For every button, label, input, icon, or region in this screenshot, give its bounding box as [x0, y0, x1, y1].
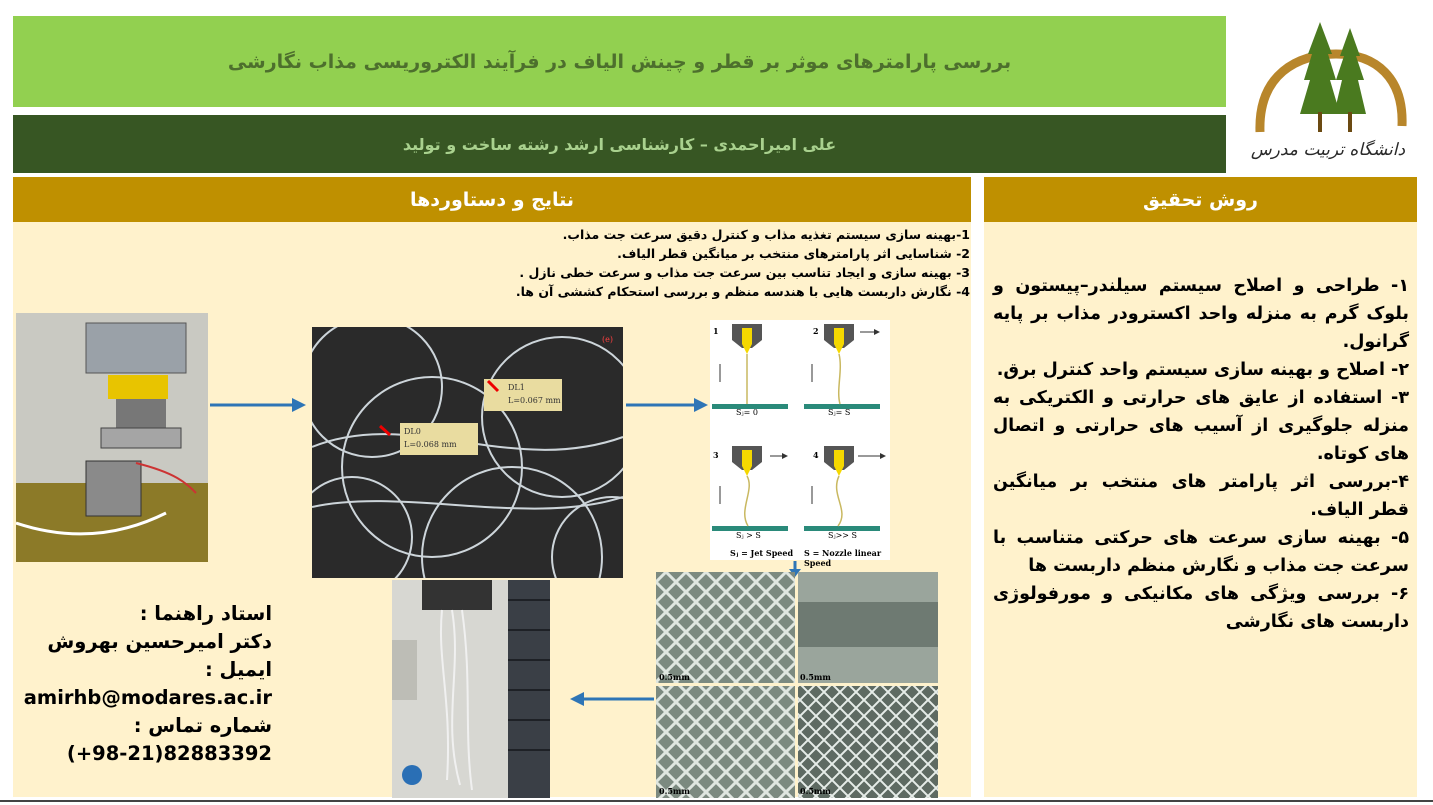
results-item: 2- شناسایی اثر پارامترهای منتخب بر میانگین قطر الیاف. [617, 246, 970, 261]
micrograph-panel-tag: (e) [602, 335, 613, 344]
logo-text: دانشگاه تربیت مدرس [1250, 140, 1406, 160]
advisor-info [10, 600, 272, 768]
author-line: علی امیراحمدی – کارشناسی ارشد رشته ساخت و تولید [402, 134, 837, 154]
bottom-divider [0, 800, 1433, 802]
scaffold-grid [656, 572, 938, 798]
dl1-label: DL1 [508, 383, 525, 392]
email-label: ایمیل : [204, 658, 272, 681]
advisor-phone: (+98-21)82883392 [66, 742, 272, 765]
results-item: 1-بهینه سازی سیستم تغذیه مذاب و کنترل دقیق سرعت جت مذاب. [562, 227, 970, 242]
schematic-condition: Sⱼ>> S [828, 531, 858, 540]
schematic-condition: Sⱼ= S [828, 408, 851, 417]
title-band [13, 16, 1226, 107]
methods-item: ۳- استفاده از عایق های حرارتی و الکتریکی به منزله جلوگیری از آسیب های حرارتی و اتصال های کوتاه. [993, 388, 1409, 464]
schematic-condition: Sⱼ= 0 [736, 408, 758, 417]
legend-nozzle-speed: S = Nozzle linear Speed [804, 548, 882, 568]
advisor-name: دکتر امیرحسین بهروش [47, 630, 272, 653]
results-heading-bar [13, 177, 971, 222]
methods-list [993, 272, 1409, 636]
methods-item: ۱- طراحی و اصلاح سیستم سیلندر–پیستون و بلوک گرم به منزله واحد اکسترودر مذاب بر پایه گرانول. [993, 276, 1409, 352]
scale-label: 0.5mm [659, 786, 690, 796]
poster-title: بررسی پارامترهای موثر بر قطر و چینش الیاف در فرآیند الکتروریسی مذاب نگارشی [227, 50, 1012, 73]
methods-heading: روش تحقیق [1143, 188, 1258, 211]
schematic-number: 1 [713, 326, 719, 336]
university-logo [1238, 14, 1418, 174]
author-band [13, 115, 1226, 173]
advisor-email[interactable]: amirhb@modares.ac.ir [23, 686, 272, 709]
machine-photo [16, 313, 208, 562]
results-item: 3- بهینه سازی و ایجاد تناسب بین سرعت جت مذاب و سرعت خطی نازل . [519, 265, 970, 280]
scale-label: 0.5mm [800, 672, 831, 682]
methods-item: ۵- بهینه سازی سرعت های حرکتی متناسب با سرعت جت مذاب و نگارش منظم داربست ها [993, 528, 1409, 576]
methods-heading-bar [984, 177, 1417, 222]
arrow-left-icon [566, 690, 656, 708]
printing-photo [392, 580, 550, 798]
schematic-number: 4 [813, 450, 819, 460]
schematic-number: 2 [813, 326, 819, 336]
legend-jet-speed: Sⱼ = Jet Speed [730, 548, 794, 558]
arrow-right-icon [624, 396, 710, 414]
phone-label: شماره تماس : [133, 714, 272, 737]
arrow-right-icon [208, 396, 308, 414]
results-heading: نتایج و دستاوردها [409, 188, 575, 211]
dl1-value: L=0.067 mm [508, 396, 561, 405]
dl0-label: DL0 [404, 427, 421, 436]
dl0-value: L=0.068 mm [404, 440, 457, 449]
results-list [500, 225, 970, 301]
methods-item: ۶- بررسی ویژگی های مکانیکی و مورفولوژی داربست های نگارشی [993, 584, 1409, 632]
scale-label: 0.5mm [800, 786, 831, 796]
advisor-label: استاد راهنما : [139, 602, 272, 625]
schematic-condition: Sⱼ > S [736, 531, 761, 540]
schematic-number: 3 [713, 450, 719, 460]
results-item: 4- نگارش داربست هایی با هندسه منظم و بررسی استحکام کششی آن ها. [515, 284, 970, 299]
methods-item: ۲- اصلاح و بهینه سازی سیستم واحد کنترل برق. [996, 360, 1409, 380]
jet-speed-schematic [710, 320, 890, 568]
methods-item: ۴-بررسی اثر پارامتر های منتخب بر میانگین قطر الیاف. [993, 472, 1409, 520]
fiber-micrograph [312, 327, 623, 578]
scale-label: 0.5mm [659, 672, 690, 682]
